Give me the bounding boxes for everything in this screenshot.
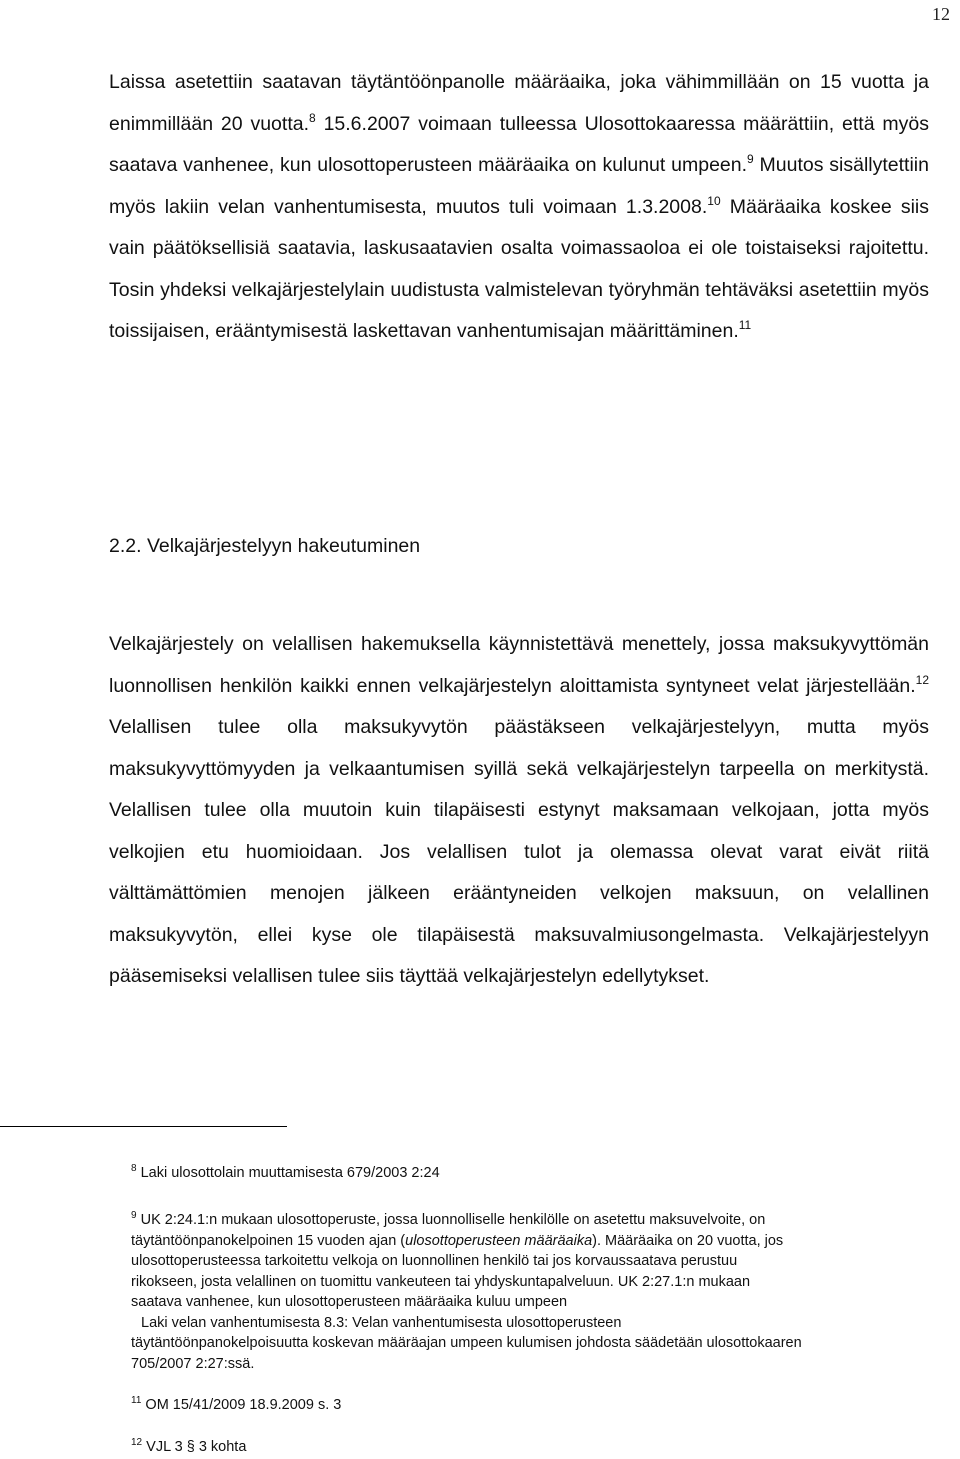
footnote-ref-9[interactable]: 9: [747, 152, 754, 166]
footnote-number: 8: [131, 1163, 137, 1174]
footnote-number: 11: [131, 1395, 142, 1406]
footnote-12: [131, 1437, 957, 1458]
footnote-italic-term: ulosottoperusteen määräaika: [405, 1232, 593, 1249]
footnote-11: [131, 1395, 957, 1416]
footnote-ref-11[interactable]: 11: [738, 318, 752, 332]
footnote-line: [131, 1231, 957, 1252]
paragraph-text: Muutos sisällytettiin myös lakiin velan vanhentumisesta, muutos tuli voimaan 1.3.2008.: [109, 154, 929, 218]
footnote-8: [131, 1163, 957, 1184]
footnote-line: [131, 1210, 957, 1231]
footnote-text: OM 15/41/2009 18.9.2009 s. 3: [145, 1397, 342, 1413]
footnote-text: Laki ulosottolain muuttamisesta 679/2003 2:24: [140, 1165, 440, 1181]
body-paragraph-1: [109, 62, 929, 353]
footnote-line: ulosottoperusteessa tarkoitettu velkoja on luonnollinen henkilö tai jos korvaussaatava perustuu: [131, 1253, 738, 1269]
footnote-ref-10[interactable]: 10: [707, 193, 721, 208]
body-paragraph-2: [109, 624, 929, 998]
paragraph-text: Laissa asetettiin saatavan täytäntöönpanolle määräaika, joka vähimmillään on 15 vuotta ja enimmillään 20 vuotta.: [109, 71, 929, 135]
paragraph-text: Velallisen tulee olla maksukyvytön päästäkseen velkajärjestelyyn, mutta myös maksukyvyttömyyden ja velkaantumisen syillä sekä velkajärjestelyn tarpeella on merkitystä. Velallisen tulee olla muutoin kuin tilapäisesti estynyt maksamaan velkojaan, jotta myös velkojien etu huomioidaan. Jos velallisen tulot ja olemassa olevat varat eivät riitä välttämättömien menojen jälkeen erääntyneiden velkojen maksuun, on velallinen maksukyvytön, ellei kyse ole tilapäisestä maksuvalmiusongelmasta. Velkajärjestelyyn pääsemiseksi velallisen tulee siis täyttää velkajärjestelyn edellytykset.: [109, 716, 929, 987]
footnote-ref-12[interactable]: 12: [915, 672, 929, 687]
section-heading: 2.2. Velkajärjestelyyn hakeutuminen: [109, 535, 421, 557]
footnote-text: täytäntöönpanokelpoinen 15 vuoden ajan (: [131, 1232, 406, 1249]
footnote-separator: [0, 1126, 287, 1127]
footnote-text: VJL 3 § 3 kohta: [146, 1439, 247, 1455]
footnote-number: 12: [131, 1437, 143, 1448]
footnote-number: 9: [131, 1210, 137, 1221]
footnote-ref-8[interactable]: 8: [309, 110, 316, 125]
paragraph-text: 15.6.2007 voimaan tulleessa Ulosottokaaressa määrättiin, että myös saatava vanhenee, kun ulosottoperusteen määräaika on kulunut umpeen.: [109, 112, 930, 176]
footnote-9: [131, 1210, 957, 1374]
paragraph-text: Määräaika koskee siis vain päätöksellisiä saatavia, laskusaatavien osalta voimassaoloa ei ole toistaiseksi rajoitettu. Tosin yhdeksi velkajärjestelylain uudistusta valmistelevan työryhmän tehtäväksi asetettiin myös toissijaisen, erääntymisestä laskettavan vanhentumisajan määrittäminen.: [109, 195, 929, 342]
footnote-line: 705/2007 2:27:ssä.: [131, 1355, 255, 1372]
footnote-line: rikokseen, josta velallinen on tuomittu vankeuteen tai yhdyskuntapalveluun. UK 2:27.1:n mukaan: [131, 1273, 751, 1290]
paragraph-text: Velkajärjestely on velallisen hakemuksella käynnistettävä menettely, jossa maksukyvyttömän luonnollisen henkilön kaikki ennen velkajärjestelyn aloittamista syntyneet velat järjestellään.: [109, 633, 929, 697]
footnote-text: UK 2:24.1:n mukaan ulosottoperuste, jossa luonnolliselle henkilölle on asetettu maksuvelvoite, on: [140, 1212, 766, 1228]
footnote-line: täytäntöönpanokelpoisuutta koskevan määräajan umpeen kulumisen johdosta säädetään ulosottokaaren: [131, 1335, 802, 1351]
page-number: 12: [932, 4, 950, 24]
footnote-line: Laki velan vanhentumisesta 8.3: Velan vanhentumisesta ulosottoperusteen: [141, 1314, 622, 1331]
footnote-text: ). Määräaika on 20 vuotta, jos: [592, 1232, 784, 1249]
footnote-line: saatava vanhenee, kun ulosottoperusteen määräaika kuluu umpeen: [131, 1294, 568, 1310]
